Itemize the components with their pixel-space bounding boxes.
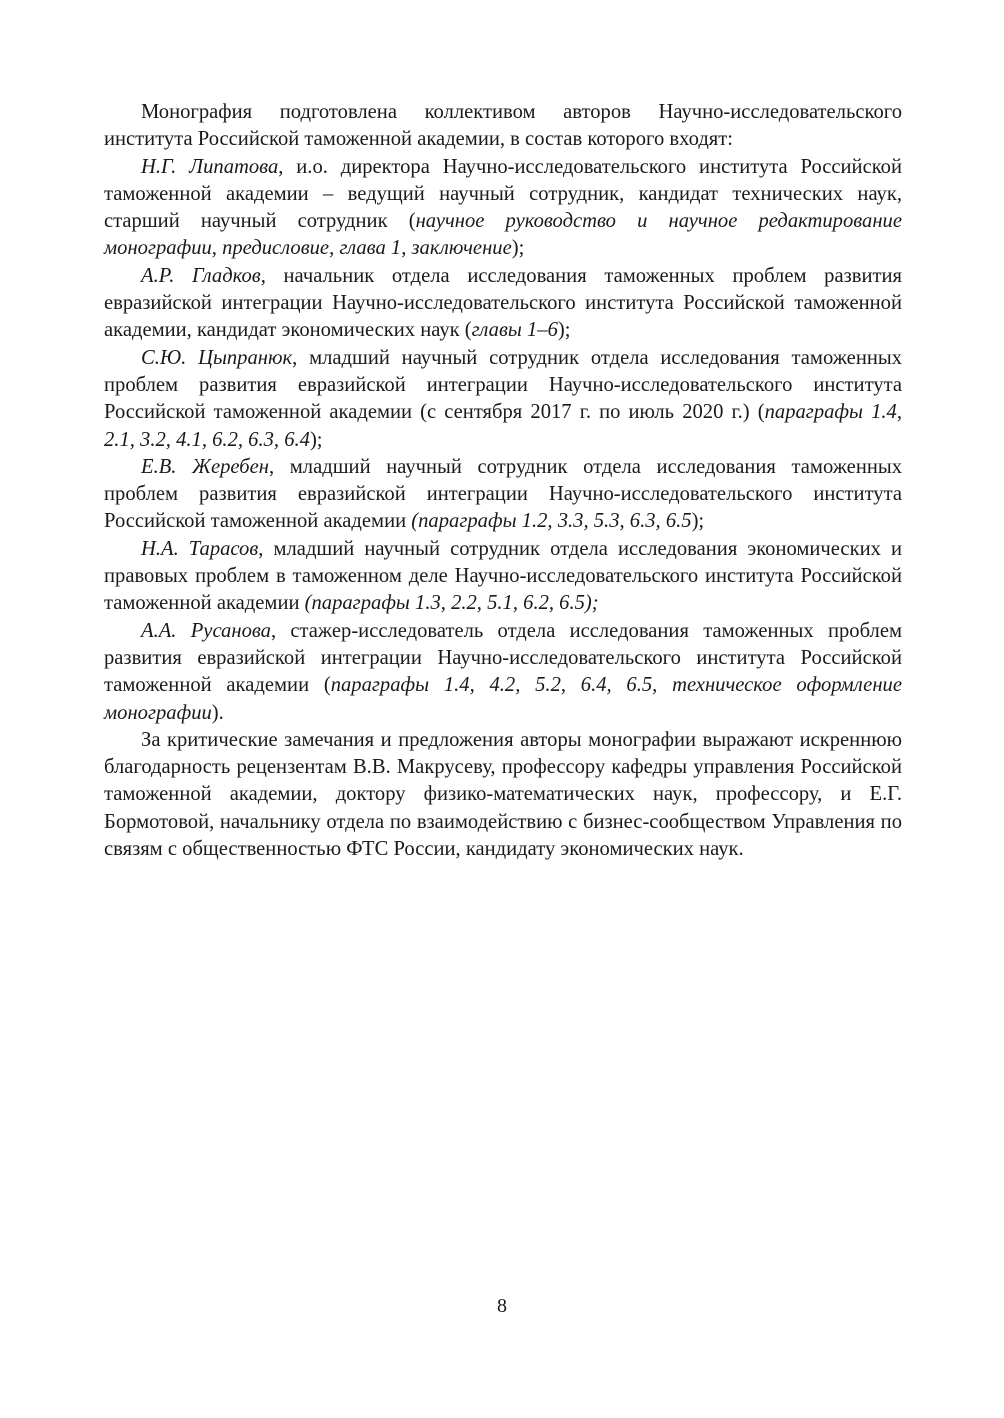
author-paragraph-rusanova: [104, 618, 902, 727]
author-description: , стажер-исследователь отдела исследования таможенных проблем развития евразийской интеграции Научно-исследовательского института Российской таможенной академии (: [104, 619, 902, 697]
author-name: А.Р. Гладков: [141, 264, 261, 287]
author-closing: );: [557, 319, 571, 342]
author-paragraph-zhereben: [104, 454, 902, 536]
author-contribution: параграфы 1.4, 4.2, 5.2, 6.4, 6.5, техническое оформление монографии: [104, 674, 902, 724]
intro-paragraph: Монография подготовлена коллективом авторов Научно-исследовательского института Российской таможенной академии, в состав которого входят:: [104, 101, 902, 151]
author-paragraph-gladkov: [104, 263, 902, 345]
author-name: С.Ю. Цыпранюк: [141, 346, 293, 369]
author-contribution: параграфы 1.4, 2.1, 3.2, 4.1, 6.2, 6.3, 6.4: [104, 401, 902, 451]
author-closing: );: [511, 237, 525, 260]
author-description: , начальник отдела исследования таможенных проблем развития евразийской интеграции Научно-исследовательского института Российской таможенной академии, кандидат экономических наук (: [104, 264, 902, 342]
author-closing: ).: [211, 701, 224, 724]
author-paragraph-lipatova: [104, 154, 902, 263]
author-contribution: научное руководство и научное редактирование монографии, предисловие, глава 1, заключение: [104, 210, 902, 260]
author-contribution: (параграфы 1.2, 3.3, 5.3, 6.3, 6.5: [411, 510, 692, 533]
author-name: А.А. Русанова: [141, 619, 271, 642]
body-text: [104, 99, 902, 863]
author-name: Е.В. Жеребен: [141, 455, 269, 478]
author-description: , и.о. директора Научно-исследовательского института Российской таможенной академии – ведущий научный сотрудник, кандидат технических наук, старший научный сотрудник (: [104, 155, 902, 233]
author-name: Н.А. Тарасов: [141, 537, 259, 560]
author-closing: );: [691, 510, 705, 533]
author-contribution: (параграфы 1.3, 2.2, 5.1, 6.2, 6.5);: [304, 592, 599, 615]
author-paragraph-tarasov: [104, 536, 902, 618]
author-name: Н.Г. Липатова: [141, 155, 279, 178]
author-description: , младший научный сотрудник отдела исследования экономических и правовых проблем в таможенном деле Научно-исследовательского института Российской таможенной академии: [104, 537, 902, 615]
page-number: 8: [497, 1295, 507, 1317]
author-description: , младший научный сотрудник отдела исследования таможенных проблем развития евразийской интеграции Научно-исследовательского института Российской таможенной академии: [104, 455, 902, 533]
author-closing: );: [309, 428, 323, 451]
author-paragraph-tsypranyuk: [104, 345, 902, 454]
acknowledgement-paragraph: За критические замечания и предложения авторы монографии выражают искреннюю благодарность рецензентам В.В. Макрусеву, профессору кафедры управления Российской таможенной академии, доктору физико-математических наук, профессору, и Е.Г. Бормотовой, начальнику отдела по взаимодействию с бизнес-сообществом Управления по связям с общественностью ФТС России, кандидату экономических наук.: [104, 728, 902, 861]
author-description: , младший научный сотрудник отдела исследования таможенных проблем развития евразийской интеграции Научно-исследовательского института Российской таможенной академии (с сентября 2017 г. по июль 2020 г.) (: [104, 346, 902, 424]
author-contribution: главы 1–6: [471, 319, 558, 342]
